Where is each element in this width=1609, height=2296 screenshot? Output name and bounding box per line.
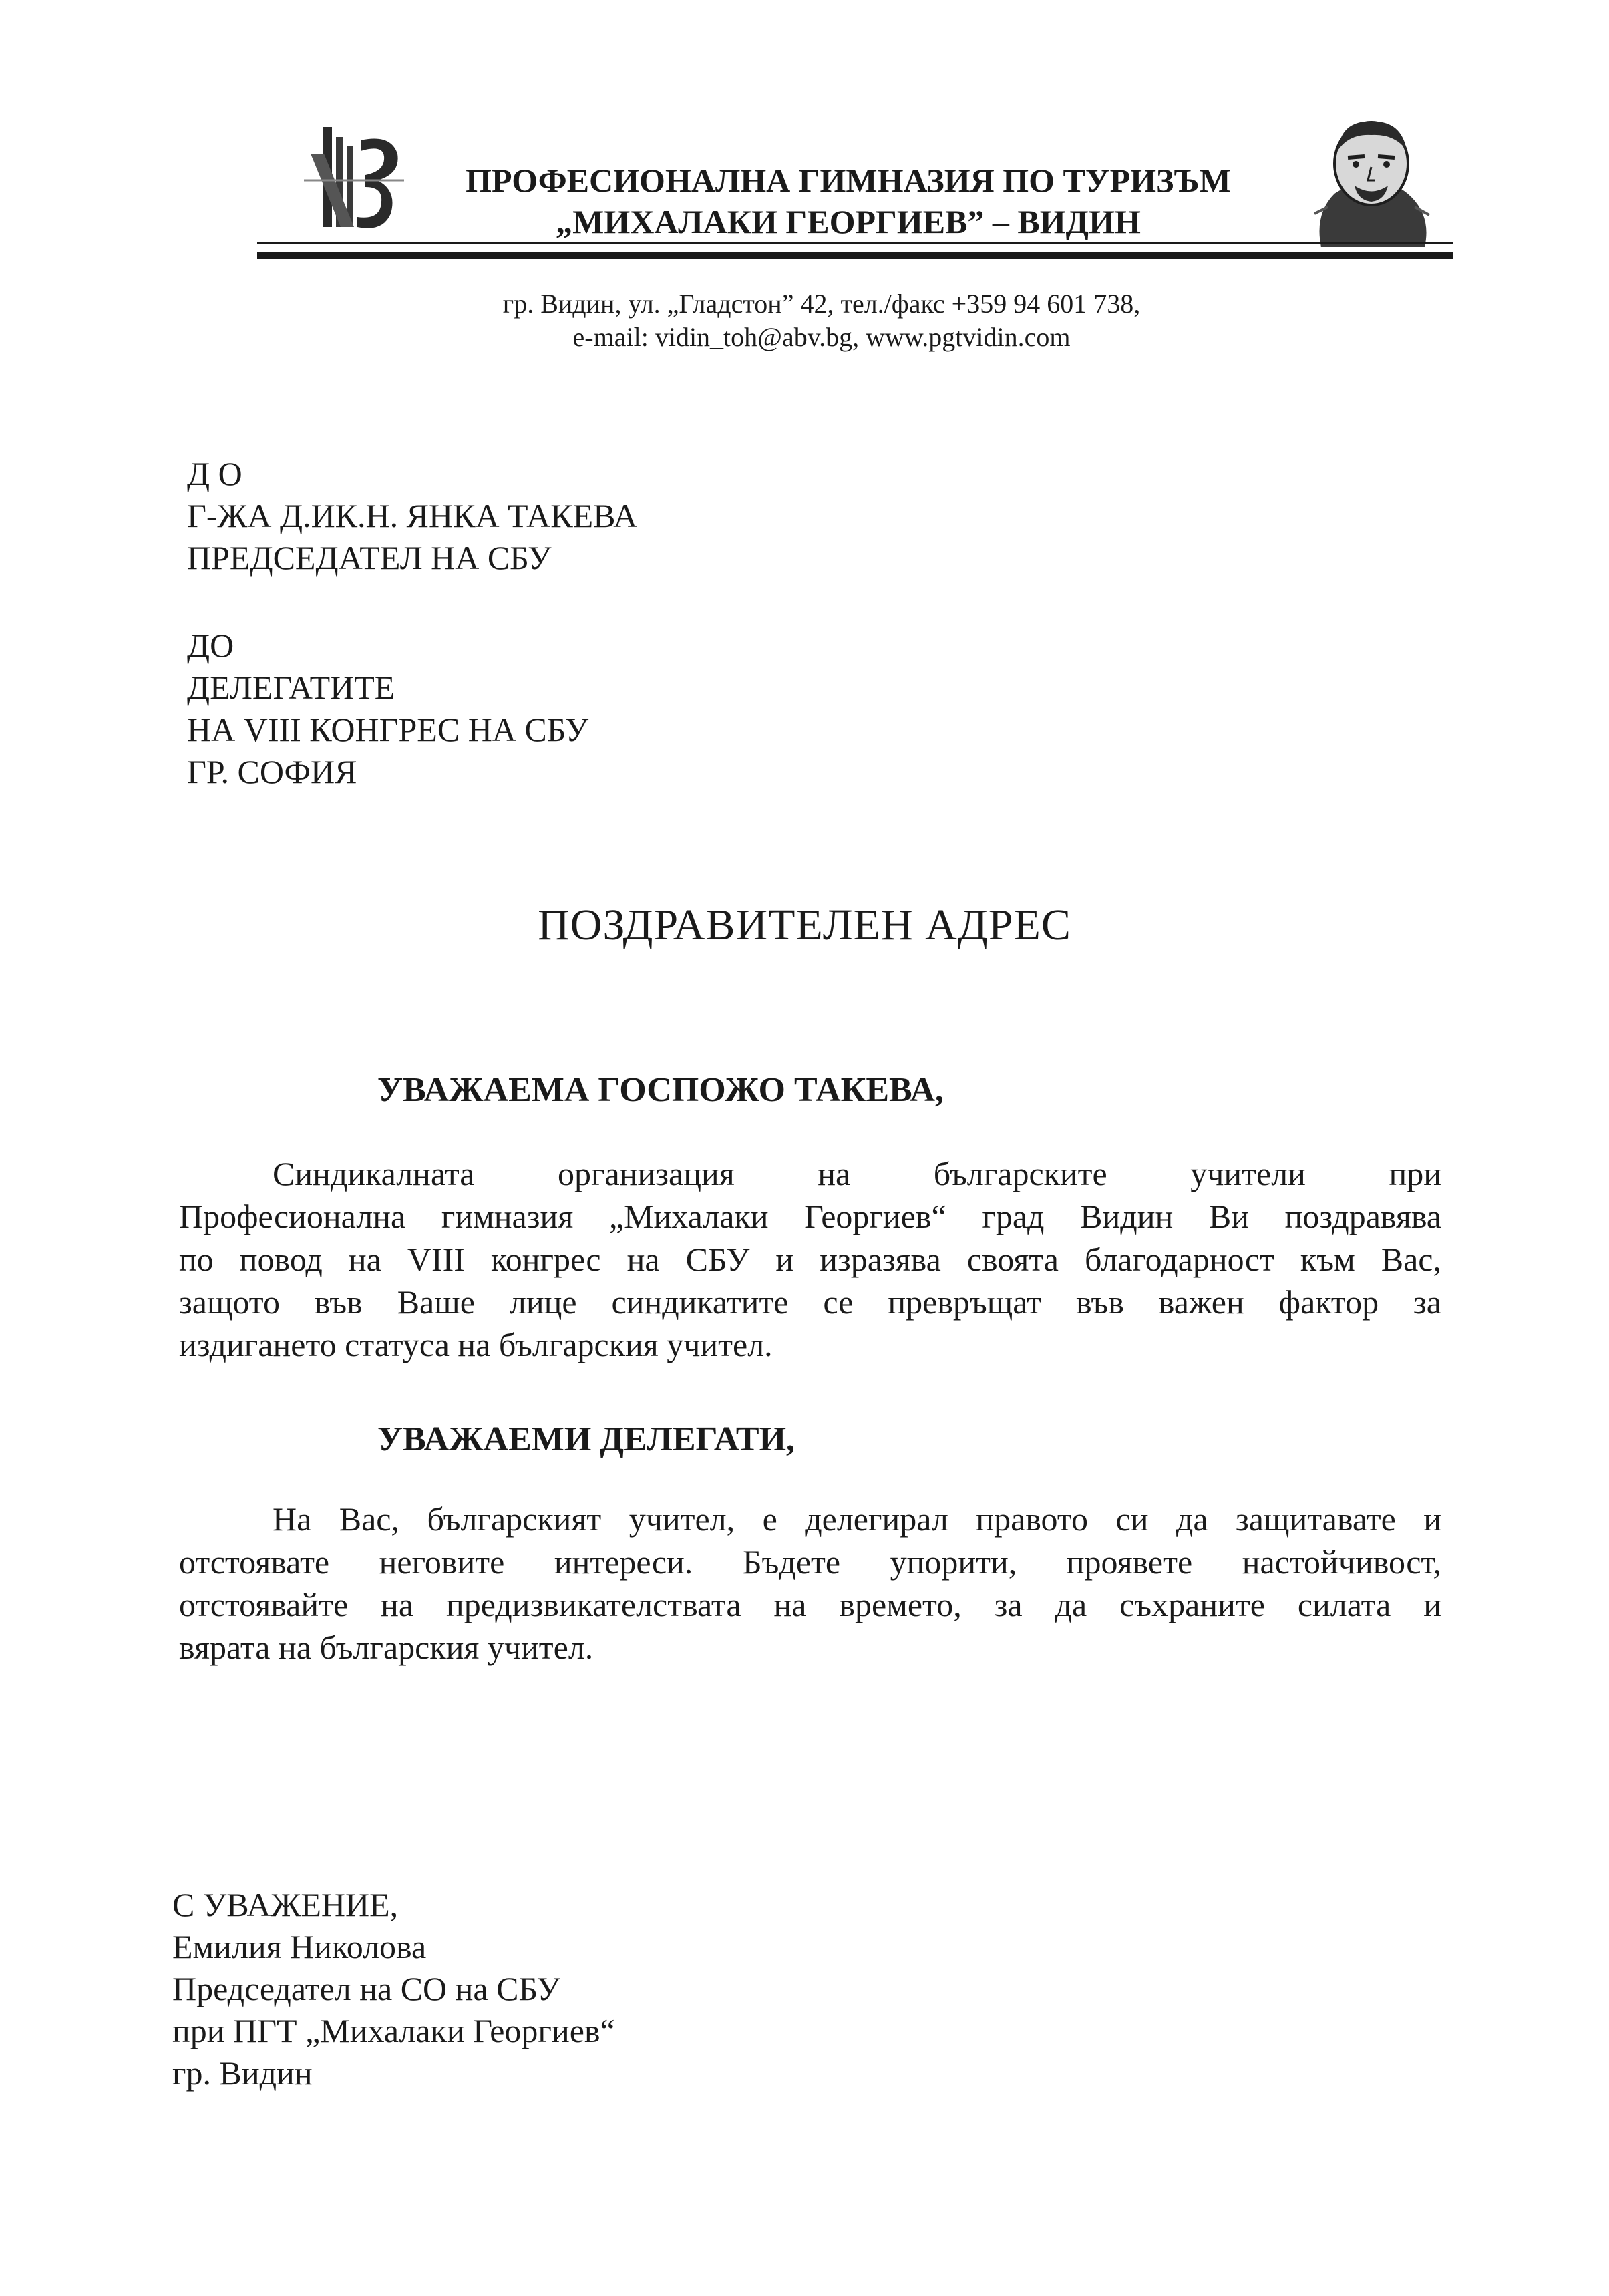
portrait-image: [1301, 114, 1441, 247]
org-name-line1: ПРОФЕСИОНАЛНА ГИМНАЗИЯ ПО ТУРИЗЪМ: [466, 162, 1231, 199]
paragraph-line: защото във Ваше лице синдикатите се превръщат във важен фактор за: [179, 1283, 1441, 1321]
addressee-line: ГР. СОФИЯ: [187, 753, 357, 790]
addressee-line: ДО: [187, 627, 234, 664]
addressee-line: ПРЕДСЕДАТЕЛ НА СБУ: [187, 539, 552, 577]
signature-line: гр. Видин: [172, 2054, 313, 2092]
addressee-line: Д О: [187, 455, 242, 492]
paragraph-1: [179, 1152, 1441, 1366]
signature-block: [172, 1884, 615, 2094]
paragraph-line: Синдикалната организация на българските учители при: [273, 1155, 1441, 1192]
addressee-block-2: [187, 625, 588, 793]
signature-line: Председател на СО на СБУ: [172, 1970, 560, 2007]
paragraph-line: отстоявате неговите интереси. Бъдете упорити, проявете настойчивост,: [179, 1543, 1441, 1581]
addressee-line: НА VIII КОНГРЕС НА СБУ: [187, 711, 589, 748]
contact-email-line: e-mail: vidin_toh@abv.bg, www.pgtvidin.com: [572, 322, 1071, 352]
addressee-block-1: [187, 453, 637, 579]
signature-line: при ПГТ „Михалаки Георгиев“: [172, 2012, 615, 2049]
signature-line: Емилия Николова: [172, 1928, 427, 1965]
addressee-line: ДЕЛЕГАТИТЕ: [187, 669, 395, 706]
signature-line: С УВАЖЕНИЕ,: [172, 1886, 399, 1923]
paragraph-2: [179, 1498, 1441, 1669]
addressee-line: Г-ЖА Д.ИК.Н. ЯНКА ТАКЕВА: [187, 497, 638, 534]
paragraph-line: вярата на българския учител.: [179, 1629, 594, 1666]
document-title: ПОЗДРАВИТЕЛЕН АДРЕС: [538, 900, 1071, 949]
paragraph-line: по повод на VIII конгрес на СБУ и изразява своята благодарност към Вас,: [179, 1241, 1441, 1278]
letterhead-rule-thick: [257, 252, 1453, 259]
paragraph-line: издигането статуса на българския учител.: [179, 1326, 773, 1363]
paragraph-line: На Вас, българският учител, е делегирал правото си да защитавате и: [273, 1500, 1441, 1538]
contact-address-line: гр. Видин, ул. „Гладстон” 42, тел./факс +359 94 601 738,: [502, 289, 1141, 319]
org-name-line2: „МИХАЛАКИ ГЕОРГИЕВ” – ВИДИН: [556, 203, 1141, 240]
paragraph-line: Професионална гимназия „Михалаки Георгиев“ град Видин Ви поздравява: [179, 1198, 1441, 1235]
letterhead-rule-thin: [257, 242, 1453, 244]
paragraph-line: отстоявайте на предизвикателствата на времето, за да съхраните силата и: [179, 1586, 1441, 1623]
salutation-2: УВАЖАЕМИ ДЕЛЕГАТИ,: [377, 1420, 795, 1458]
salutation-1: УВАЖАЕМА ГОСПОЖО ТАКЕВА,: [377, 1071, 944, 1109]
